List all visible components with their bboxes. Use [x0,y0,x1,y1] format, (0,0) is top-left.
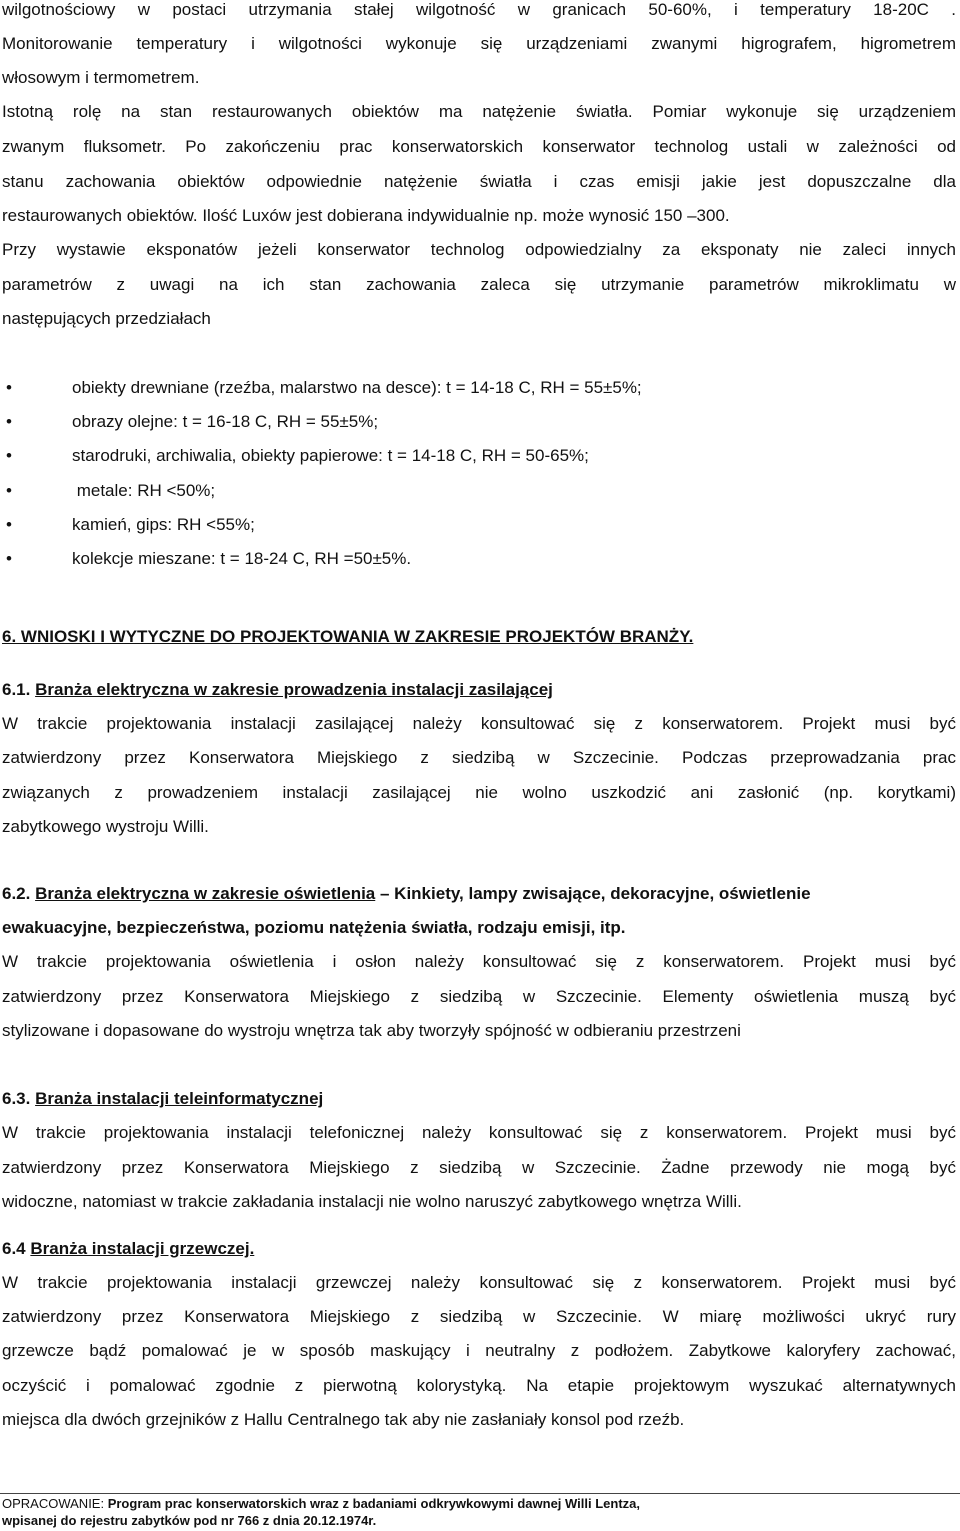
intro-line-9: parametrów z uwagi na ich stan zachowania zaleca się utrzymanie parametrów mikroklimatu w [2,275,956,294]
section-heading: 6. WNIOSKI I WYTYCZNE DO PROJEKTOWANIA W ZAKRESIE PROJEKTÓW BRANŻY. [2,627,694,646]
s64-line-3: grzewcze bądź pomalować je w sposób maskujący i neutralny z podłożem. Zabytkowe kaloryfery zachować, [2,1341,956,1360]
list-item: starodruki, archiwalia, obiekty papierowe: t = 14-18 C, RH = 50-65%; [72,446,589,465]
list-item: kamień, gips: RH <55%; [72,515,255,534]
s64-line-1: W trakcie projektowania instalacji grzewczej należy konsultować się z konserwatorem. Projekt musi być [2,1273,956,1292]
footer-project-title: Program prac konserwatorskich wraz z badaniami odkrywkowymi dawnej Willi Lentza, [107,1496,641,1511]
intro-line-7: restaurowanych obiektów. Ilość Luxów jest dobierana indywidualnie np. może wynosić 150 –300. [2,206,730,225]
footer-label: OPRACOWANIE: [2,1496,108,1511]
subsection-title: Branża instalacji grzewczej. [30,1239,255,1258]
s62-line-1: W trakcie projektowania oświetlenia i osłon należy konsultować się z konserwatorem. Projekt musi być [2,952,956,971]
s61-line-4: zabytkowego wystroju Willi. [2,817,209,836]
subsection-heading-6-1 [2,680,956,700]
s64-line-5: miejsca dla dwóch grzejników z Hallu Centralnego tak aby nie zasłaniały konsol pod rzeźb. [2,1410,685,1429]
bullet-marker: • [6,549,12,568]
subsection-title-continued: – Kinkiety, lampy zwisające, dekoracyjne, oświetlenie [380,884,811,903]
subsection-number: 6.1. [2,680,31,699]
subsection-title: Branża instalacji teleinformatycznej [35,1089,324,1108]
s64-line-4: oczyścić i pomalować zgodnie z pierwotną kolorystyką. Na etapie projektowym wyszukać alternatywnych [2,1376,956,1395]
s64-line-2: zatwierdzony przez Konserwatora Miejskiego z siedzibą w Szczecinie. W miarę możliwości ukryć rury [2,1307,956,1326]
subsection-title: Branża elektryczna w zakresie oświetlenia [35,884,376,903]
subsection-number: 6.3. [2,1089,31,1108]
bullet-marker: • [6,481,12,500]
s62-line-2: zatwierdzony przez Konserwatora Miejskiego z siedzibą w Szczecinie. Elementy oświetlenia muszą być [2,987,956,1006]
s63-line-1: W trakcie projektowania instalacji telefonicznej należy konsultować się z konserwatorem. Projekt musi być [2,1123,956,1142]
s61-line-3: związanych z prowadzeniem instalacji zasilającej nie wolno uszkodzić ani zasłonić (np. korytkami) [2,783,956,802]
s63-line-2: zatwierdzony przez Konserwatora Miejskiego z siedzibą w Szczecinie. Żadne przewody nie mogą być [2,1158,956,1177]
intro-line-4: Istotną rolę na stan restaurowanych obiektów ma natężenie światła. Pomiar wykonuje się urządzeniem [2,102,956,121]
subsection-heading-6-2 [2,884,956,904]
intro-line-10: następujących przedziałach [2,309,211,328]
subsection-heading-6-3 [2,1089,956,1109]
bullet-marker: • [6,378,12,397]
list-item: metale: RH <50%; [72,481,216,500]
subsection-number: 6.2. [2,884,31,903]
bullet-marker: • [6,515,12,534]
list-item: kolekcje mieszane: t = 18-24 C, RH =50±5%. [72,549,412,568]
s61-line-1: W trakcie projektowania instalacji zasilającej należy konsultować się z konserwatorem. Projekt musi być [2,714,956,733]
intro-line-8: Przy wystawie eksponatów jeżeli konserwator technolog odpowiedzialny za eksponaty nie zaleci innych [2,240,956,259]
subsection-title-line-2: ewakuacyjne, bezpieczeństwa, poziomu natężenia światła, rodzaju emisji, itp. [2,918,626,937]
intro-line-3: włosowym i termometrem. [2,68,200,87]
s63-line-3: widoczne, natomiast w trakcie zakładania instalacji nie wolno naruszyć zabytkowego wnętrza Willi. [2,1192,742,1211]
list-item: obiekty drewniane (rzeźba, malarstwo na desce): t = 14-18 C, RH = 55±5%; [72,378,642,397]
bullet-marker: • [6,412,12,431]
footer-divider [0,1493,960,1494]
intro-line-1: wilgotnościowy w postaci utrzymania stałej wilgotność w granicach 50-60%, i temperatury 18-20C . [2,0,956,19]
footer-line-1 [2,1496,640,1512]
footer-line-2: wpisanej do rejestru zabytków pod nr 766 z dnia 20.12.1974r. [2,1513,377,1528]
intro-line-6: stanu zachowania obiektów odpowiednie natężenie światła i czas emisji jakie jest dopuszczalne dla [2,172,956,191]
s62-line-3: stylizowane i dopasowane do wystroju wnętrza tak aby tworzyły spójność w odbieraniu przestrzeni [2,1021,741,1040]
intro-line-2: Monitorowanie temperatury i wilgotności wykonuje się urządzeniami zwanymi higrografem, higrometrem [2,34,956,53]
subsection-title: Branża elektryczna w zakresie prowadzenia instalacji zasilającej [35,680,553,699]
subsection-number: 6.4 [2,1239,26,1258]
bullet-marker: • [6,446,12,465]
subsection-heading-6-4 [2,1239,956,1259]
intro-line-5: zwanym fluksometr. Po zakończeniu prac konserwatorskich konserwator technolog ustali w zależności od [2,137,956,156]
s61-line-2: zatwierdzony przez Konserwatora Miejskiego z siedzibą w Szczecinie. Podczas przeprowadzania prac [2,748,956,767]
list-item: obrazy olejne: t = 16-18 C, RH = 55±5%; [72,412,379,431]
